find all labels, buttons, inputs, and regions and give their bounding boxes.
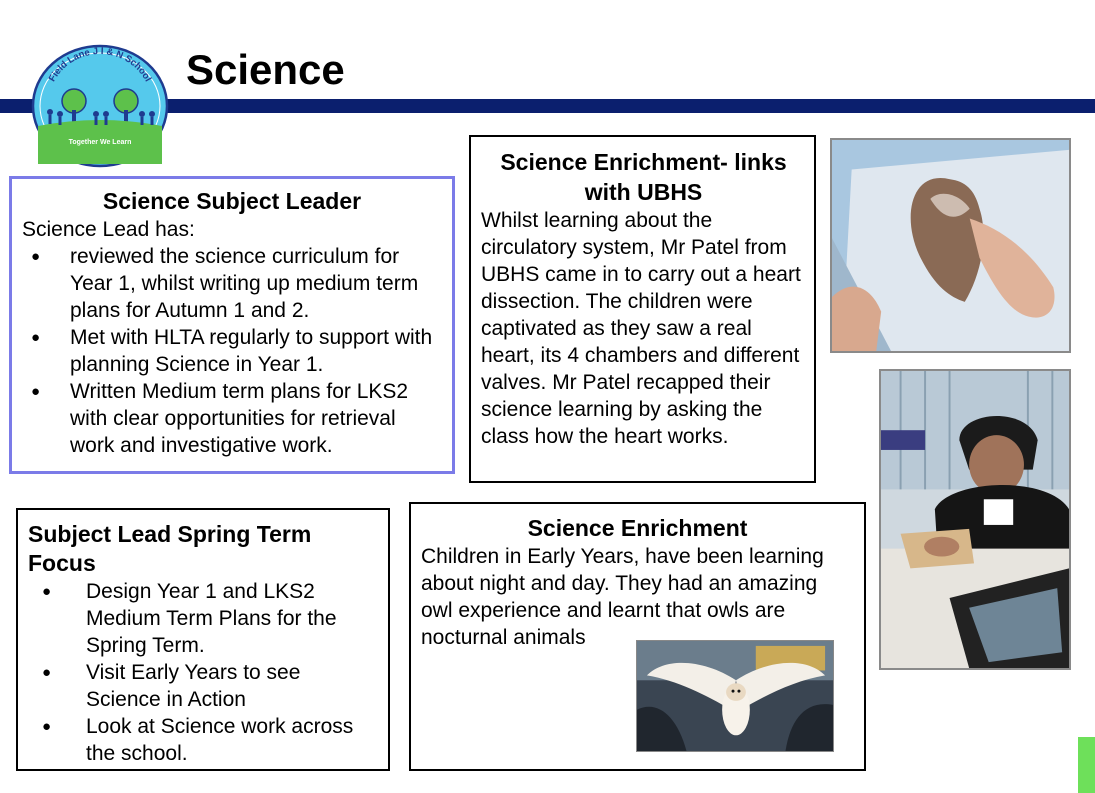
page-title: Science: [186, 46, 345, 93]
list-item: ● reviewed the science curriculum for Year 1, whilst writing up medium term plans for Autumn 1 and 2.: [22, 243, 442, 324]
ubhs-enrichment-heading: Science Enrichment- links with UBHS: [500, 149, 787, 205]
list-item: ● Met with HLTA regularly to support with planning Science in Year 1.: [22, 324, 442, 378]
early-years-enrichment-heading: Science Enrichment: [527, 515, 748, 541]
school-logo: [30, 44, 170, 168]
dissection-demonstration-photo: [879, 369, 1071, 670]
list-item: ● Visit Early Years to see Science in Action: [28, 659, 378, 713]
spring-term-focus-box: [16, 508, 390, 771]
svg-text:Together We Learn: Together We Learn: [68, 139, 132, 146]
ubhs-enrichment-box: [469, 135, 816, 483]
green-corner-tab: [1078, 737, 1095, 793]
subject-leader-box: [9, 176, 455, 474]
owl-experience-photo: [636, 640, 834, 752]
subject-leader-intro: Science Lead has:: [22, 218, 195, 241]
list-item: ● Look at Science work across the school.: [28, 713, 378, 767]
spring-term-heading: Subject Lead Spring Term Focus: [28, 521, 312, 576]
heart-dissection-photo: [830, 138, 1071, 353]
ubhs-enrichment-text: Whilst learning about the circulatory system, Mr Patel from UBHS came in to carry out a heart dissection. The children were captivated as they saw a real heart, its 4 chambers and different valves. Mr Patel recapped their science learning by asking the class how the heart works.: [481, 209, 801, 448]
list-item: ● Design Year 1 and LKS2 Medium Term Plans for the Spring Term.: [28, 578, 378, 659]
svg-text:Field Lane J I & N School: Field Lane J I & N School: [46, 45, 154, 84]
subject-leader-list: [22, 243, 442, 459]
early-years-enrichment-text: Children in Early Years, have been learning about night and day. They had an amazing owl experience and learnt that owls are nocturnal animals: [421, 545, 824, 649]
subject-leader-heading: Science Subject Leader: [102, 188, 362, 214]
spring-term-list: [28, 578, 378, 767]
list-item: ● Written Medium term plans for LKS2 with clear opportunities for retrieval work and investigative work.: [22, 378, 442, 459]
